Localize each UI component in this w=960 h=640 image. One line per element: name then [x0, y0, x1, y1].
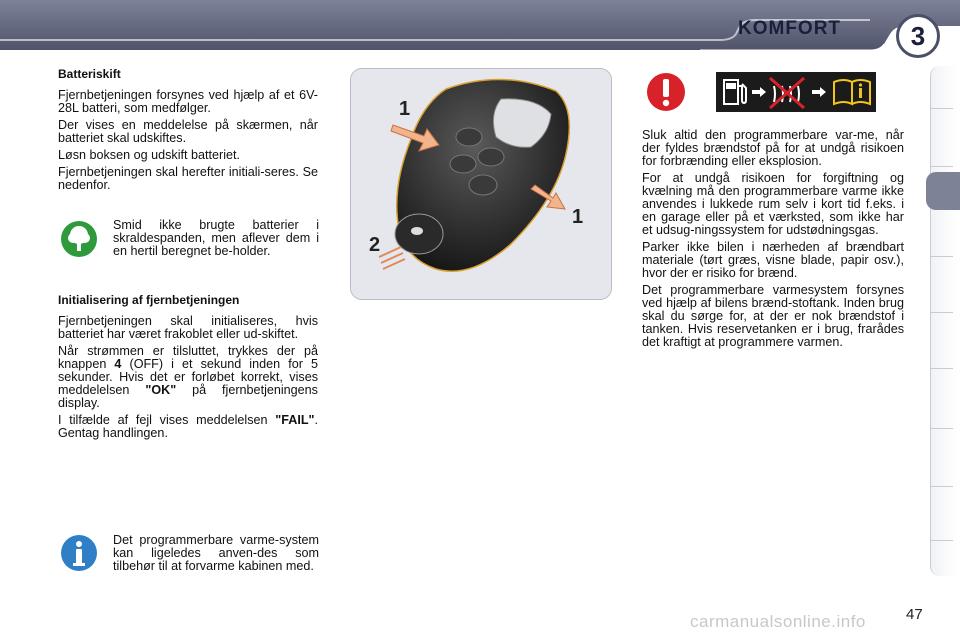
callout-2: 2 [369, 234, 381, 256]
heater-warning-text [642, 129, 904, 353]
warning-paragraph: Det programmerbare varmesystem forsynes ved hjælp af bilens brænd-stoftank. Inden brug skal du sørge for, at der er nok brændstof i tanken. Hvis reservetanken er i brug, frarådes det kraftigt at programmere varmen. [642, 283, 904, 349]
chapter-title: KOMFORT [738, 18, 842, 39]
callout-1-top: 1 [399, 98, 411, 120]
tab-divider [931, 166, 953, 167]
battery-paragraph: Fjernbetjeningen forsynes ved hjælp af et 6V-28L batteri, som medfølger. [58, 88, 318, 115]
init-paragraph: Fjernbetjeningen skal initialiseres, hvis batteriet har været frakoblet eller ud-skiftet. [58, 314, 318, 341]
battery-paragraph: Løsn boksen og udskift batteriet. [58, 148, 241, 162]
init-paragraph: Når strømmen er tilsluttet, trykkes der på knappen 4 (OFF) i et sekund inden for 5 sekunder. Hvis det er forløbet korrekt, vises meddelelsen "OK" på fjernbetjeningens display. [58, 344, 318, 410]
chapter-tab-active[interactable] [926, 172, 960, 210]
tab-divider [931, 428, 953, 429]
battery-paragraph: Fjernbetjeningen skal herefter initiali-seres. Se nedenfor. [58, 165, 318, 192]
battery-section [58, 68, 318, 196]
init-heading: Initialisering af fjernbetjeningen [58, 293, 240, 307]
tab-divider [931, 368, 953, 369]
eco-note: Smid ikke brugte batterier i skraldespanden, men aflever dem i en hertil beregnet be-holder. [113, 218, 319, 258]
key-number: 4 [114, 357, 122, 371]
tab-divider [931, 486, 953, 487]
chapter-tab-strip [930, 66, 957, 576]
exclamation-icon [646, 72, 686, 112]
tab-divider [931, 540, 953, 541]
warning-paragraph: Sluk altid den programmerbare var-me, når der fyldes brændstof på for at undgå risikoen for forbrænding eller eksplosion. [642, 128, 904, 168]
battery-paragraph: Der vises en meddelelse på skærmen, når batteriet skal udskiftes. [58, 118, 318, 145]
ok-message: "OK" [145, 383, 177, 397]
tree-icon [60, 220, 98, 258]
info-note: Det programmerbare varme-system kan ligeledes anven-des som tilbehør til at forvarme kabinen med. [113, 533, 319, 573]
tab-divider [931, 108, 953, 109]
warning-paragraph: For at undgå risikoen for forgiftning og kvælning må den programmerbare varme ikke anvendes i lukkede rum selv i kort tid f.eks. i en garage eller på et værksted, som ikke har et udsug-ningssystem for udstødningsgas. [642, 171, 904, 237]
tab-divider [931, 312, 953, 313]
chapter-number-badge: 3 [896, 14, 940, 58]
page-number: 47 [906, 606, 923, 623]
battery-heading: Batteriskift [58, 67, 121, 81]
tab-divider [931, 256, 953, 257]
init-section [58, 294, 318, 444]
watermark: carmanualsonline.info [690, 612, 866, 631]
info-icon [60, 534, 98, 572]
remote-battery-illustration [350, 68, 612, 300]
warning-paragraph: Parker ikke bilen i nærheden af brændbart materiale (tørt græs, visne blade, papir osv.), hvor der er risiko for brænd. [642, 240, 904, 280]
callout-1-right: 1 [572, 206, 584, 228]
fail-message: "FAIL" [275, 413, 315, 427]
init-paragraph: I tilfælde af fejl vises meddelelsen "FAIL". Gentag handlingen. [58, 413, 318, 440]
remote-drawing [351, 69, 611, 299]
warning-pictogram-strip [716, 72, 876, 112]
